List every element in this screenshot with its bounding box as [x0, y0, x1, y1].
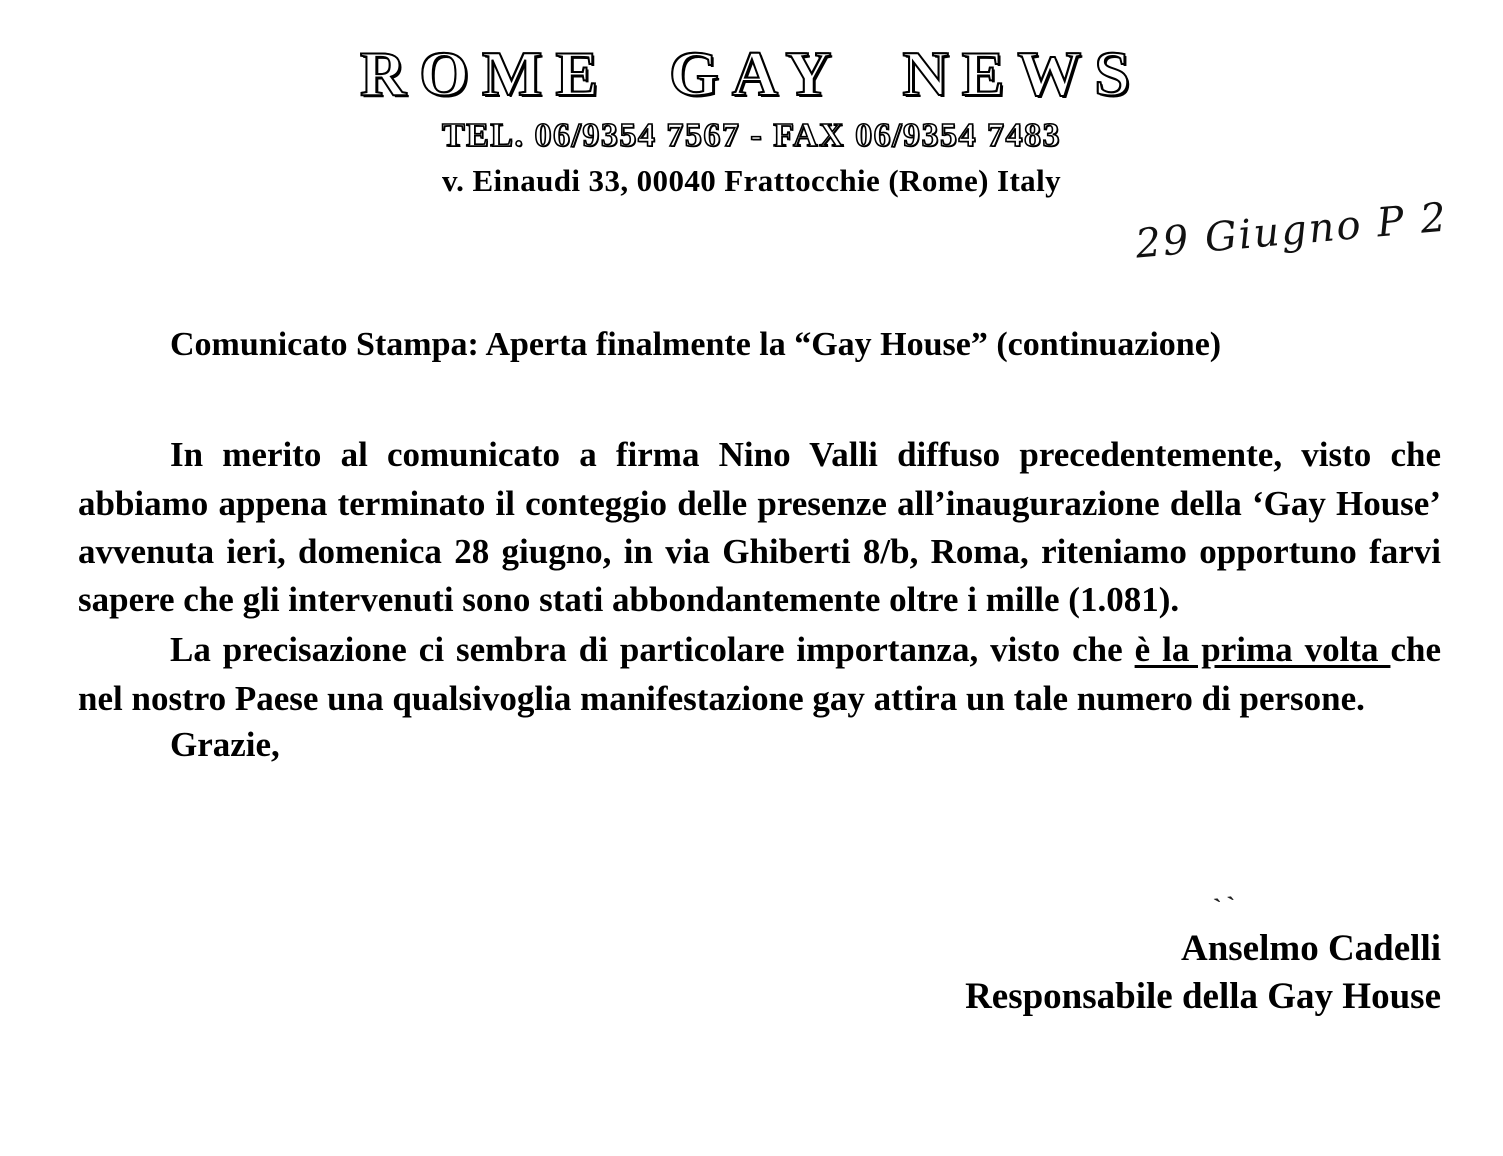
paragraph-2-text-after: che nel nostro Paese una qualsivoglia manifestazione gay attira un tale numero di persone. — [78, 630, 1441, 718]
signer-title: Responsabile della Gay House — [965, 976, 1441, 1018]
letter-body — [78, 320, 1441, 765]
letter-subject: Comunicato Stampa: Aperta finalmente la “Gay House” (continuazione) — [170, 326, 1222, 363]
masthead-word-gay: GAY — [669, 38, 845, 109]
address-line: v. Einaudi 33, 00040 Frattocchie (Rome) Italy — [441, 163, 1061, 199]
paragraph-2-text-before: La precisazione ci sembra di particolare importanza, visto che — [170, 630, 1135, 670]
letterhead — [0, 0, 1503, 199]
signature-mark: ˋˋ — [1211, 890, 1243, 923]
signature-block — [965, 925, 1441, 1021]
handwritten-date-annotation: 29 Giugno P 2 — [1133, 194, 1450, 268]
contact-line: TEL. 06/9354 7567 - FAX 06/9354 7483 — [441, 117, 1062, 155]
letter-paragraph-1: In merito al comunicato a firma Nino Valli diffuso precedentemente, visto che abbiamo appena terminato il conteggio delle presenze all’inaugurazione della ‘Gay House’ avvenuta ieri, domenica 28 giugno, in via Ghiberti 8/b, Roma, riteniamo opportuno farvi sapere che gli intervenuti sono stati abbondantemente oltre i mille (1.081). — [78, 435, 1441, 620]
paragraph-2-emphasis: è la prima volta — [1134, 630, 1391, 670]
masthead-word-news: NEWS — [902, 38, 1143, 109]
masthead-word-rome: ROME — [360, 38, 612, 109]
letter-paragraph-2 — [78, 626, 1441, 723]
letter-closing: Grazie, — [170, 725, 280, 765]
signer-name: Anselmo Cadelli — [1180, 928, 1441, 969]
masthead-title — [0, 40, 1503, 107]
